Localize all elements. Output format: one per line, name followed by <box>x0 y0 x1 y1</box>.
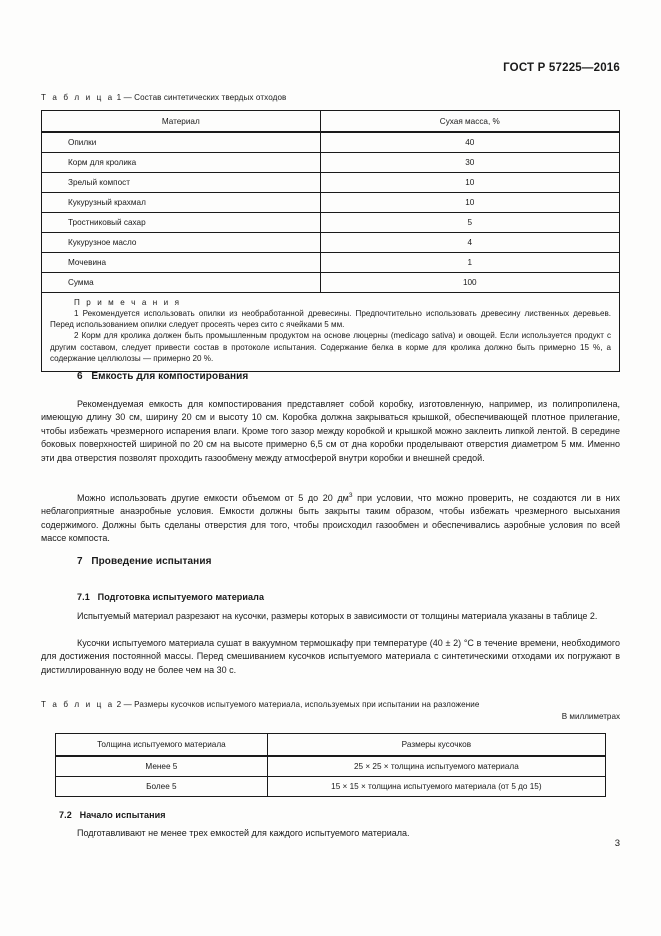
table1-cell-mass: 10 <box>320 193 619 213</box>
table1-body <box>42 132 620 372</box>
section72-paragraph-1: Подготавливают не менее трех емкостей для каждого испытуемого материала. <box>77 828 410 838</box>
table1-note-2: 2 Корм для кролика должен быть промышленным продуктом на основе люцерны (medicago sativa) и овощей. Если используется продукт с другим составом, следует привести состав в протоколе испытания. Содержание белка в корме для кролика должно быть примерно 15 %, а содержание целлюлозы — примерно 20 %. <box>50 331 611 363</box>
section6-paragraph1-wrapper <box>41 398 620 465</box>
subsection72-paragraph1-wrapper <box>41 827 620 840</box>
subsection71-paragraph1-wrapper <box>41 610 620 623</box>
table-row <box>42 253 620 273</box>
table1-cell-material: Корм для кролика <box>42 153 321 173</box>
table2-units-note: В миллиметрах <box>561 712 620 721</box>
table1-cell-material: Опилки <box>42 132 321 153</box>
table2-cell-thickness: Менее 5 <box>56 756 268 777</box>
section7-number: 7 <box>77 556 83 567</box>
standard-number-header: ГОСТ Р 57225—2016 <box>503 62 620 74</box>
table-row <box>42 233 620 253</box>
section6-paragraph2-wrapper <box>41 492 620 546</box>
table1-caption-number: 1 <box>116 93 122 102</box>
section6-cubic-exponent: 3 <box>348 492 353 499</box>
section-heading-6 <box>41 371 620 382</box>
subsection71-heading-wrapper <box>41 592 620 602</box>
section71-paragraph-1: Испытуемый материал разрезают на кусочки, размеры которых в зависимости от толщины материала указаны в таблице 2. <box>77 611 598 621</box>
table2-caption <box>41 700 620 709</box>
table1-caption-dash: — <box>123 93 132 102</box>
section71-paragraph-2: Кусочки испытуемого материала сушат в вакуумном термошкафу при температуре (40 ± 2) °С в течение времени, необходимого для достижения постоянной массы. Перед смешиванием кусочков испытуемого материала с синтетическими отходами их погружают в дистиллированную воду не более чем на 30 с. <box>41 638 620 675</box>
table2-caption-dash: — <box>123 700 132 709</box>
table1-cell-mass: 100 <box>320 273 619 293</box>
table2-header-row <box>56 734 606 757</box>
subsection72-heading-wrapper <box>41 810 620 820</box>
table1-notes-row <box>42 293 620 372</box>
section6-paragraph-2 <box>41 492 620 546</box>
page-number: 3 <box>614 838 620 849</box>
table-row <box>56 777 606 797</box>
section6-title: Емкость для компостирования <box>91 371 249 382</box>
table2-caption-label: Т а б л и ц а <box>41 700 115 709</box>
section-heading-7-2 <box>41 810 620 820</box>
table1-cell-material: Мочевина <box>42 253 321 273</box>
section72-number: 7.2 <box>59 810 72 820</box>
table-row <box>42 193 620 213</box>
section6-number: 6 <box>77 371 83 382</box>
section6-paragraph-1: Рекомендуемая емкость для компостирования представляет собой коробку, изготовленную, например, из полипропилена, имеющую длину 30 см, ширину 20 см и высоту 10 см. Коробка должна закрываться крышкой, обеспечивающей плотное прилегание, чтобы избежать чрезмерного испарения влаги. Кроме того зазор между коробкой и крышкой можно заклеить липкой лентой. В середине боковых поверхностей шириной по 20 см на высоте примерно 6,5 см от дна коробки проделывают отверстия диаметром 5 мм. Именно эти два отверстия позволят проходить газообмену между атмосферой внутри коробки и внешней средой. <box>41 399 620 463</box>
table1-cell-material: Кукурузное масло <box>42 233 321 253</box>
table1-cell-mass: 1 <box>320 253 619 273</box>
section72-title: Начало испытания <box>79 810 166 820</box>
table2-body <box>56 756 606 797</box>
section71-title: Подготовка испытуемого материала <box>97 592 265 602</box>
section71-number: 7.1 <box>77 592 90 602</box>
table1-caption-label: Т а б л и ц а <box>41 93 115 102</box>
section6-paragraph-2-part1: Можно использовать другие емкости объемом от 5 до 20 дм <box>77 493 349 503</box>
table1-cell-mass: 5 <box>320 213 619 233</box>
table1-cell-mass: 10 <box>320 173 619 193</box>
table2-caption-title: Размеры кусочков испытуемого материала, используемых при испытании на разложение <box>134 700 480 709</box>
section7-heading-wrapper <box>41 556 620 567</box>
table-row <box>56 756 606 777</box>
table-row <box>42 173 620 193</box>
table1-cell-mass: 4 <box>320 233 619 253</box>
table2-cell-thickness: Более 5 <box>56 777 268 797</box>
table1-header-row <box>42 111 620 133</box>
section6-paragraph-2-part2: при условии, что можно проверить, не создаются ли в них неблагоприятные анаэробные условия. Емкости должны быть закрыты таким образом, чтобы избежать чрезмерного высыхания содержимого. Должны быть сделаны отверстия для того, чтобы происходил газообмен и обеспечивались аэробные условия по всей массе компоста. <box>41 493 620 544</box>
table1-caption <box>41 93 620 102</box>
table1-caption-wrapper <box>41 93 620 102</box>
table-test-material-piece-sizes <box>55 733 606 797</box>
table-synthetic-waste-composition <box>41 110 620 372</box>
table1-notes-title: П р и м е ч а н и я <box>74 298 182 307</box>
table-row <box>42 153 620 173</box>
table1-wrapper <box>41 110 620 372</box>
table2-cell-size: 25 × 25 × толщина испытуемого материала <box>267 756 605 777</box>
table2-wrapper <box>55 733 606 797</box>
table1-head <box>42 111 620 133</box>
table2-cell-size: 15 × 15 × толщина испытуемого материала (от 5 до 15) <box>267 777 605 797</box>
table1-caption-title: Состав синтетических твердых отходов <box>134 93 287 102</box>
table1-cell-material: Сумма <box>42 273 321 293</box>
table1-col-dry-mass: Сухая масса, % <box>320 111 619 133</box>
subsection71-paragraph2-wrapper <box>41 637 620 677</box>
table1-cell-mass: 40 <box>320 132 619 153</box>
table2-col-sizes: Размеры кусочков <box>267 734 605 757</box>
table1-note-1: 1 Рекомендуется использовать опилки из необработанной древесины. Предпочтительно использовать древесину лиственных деревьев. Перед использованием опилки следует просеять через сито с ячейками 5 мм. <box>50 309 611 330</box>
section6-heading-wrapper <box>41 371 620 382</box>
table-row <box>42 273 620 293</box>
table1-cell-material: Зрелый компост <box>42 173 321 193</box>
table2-caption-wrapper <box>41 700 620 721</box>
table2-caption-number: 2 <box>116 700 122 709</box>
table1-cell-material: Кукурузный крахмал <box>42 193 321 213</box>
table1-col-material: Материал <box>42 111 321 133</box>
table1-cell-material: Тростниковый сахар <box>42 213 321 233</box>
table1-cell-mass: 30 <box>320 153 619 173</box>
section-heading-7-1 <box>41 592 620 602</box>
table-row <box>42 213 620 233</box>
table1-notes-cell <box>42 293 620 372</box>
table2-head <box>56 734 606 757</box>
section7-title: Проведение испытания <box>91 556 212 567</box>
section-heading-7 <box>41 556 620 567</box>
table2-col-thickness: Толщина испытуемого материала <box>56 734 268 757</box>
table-row <box>42 132 620 153</box>
